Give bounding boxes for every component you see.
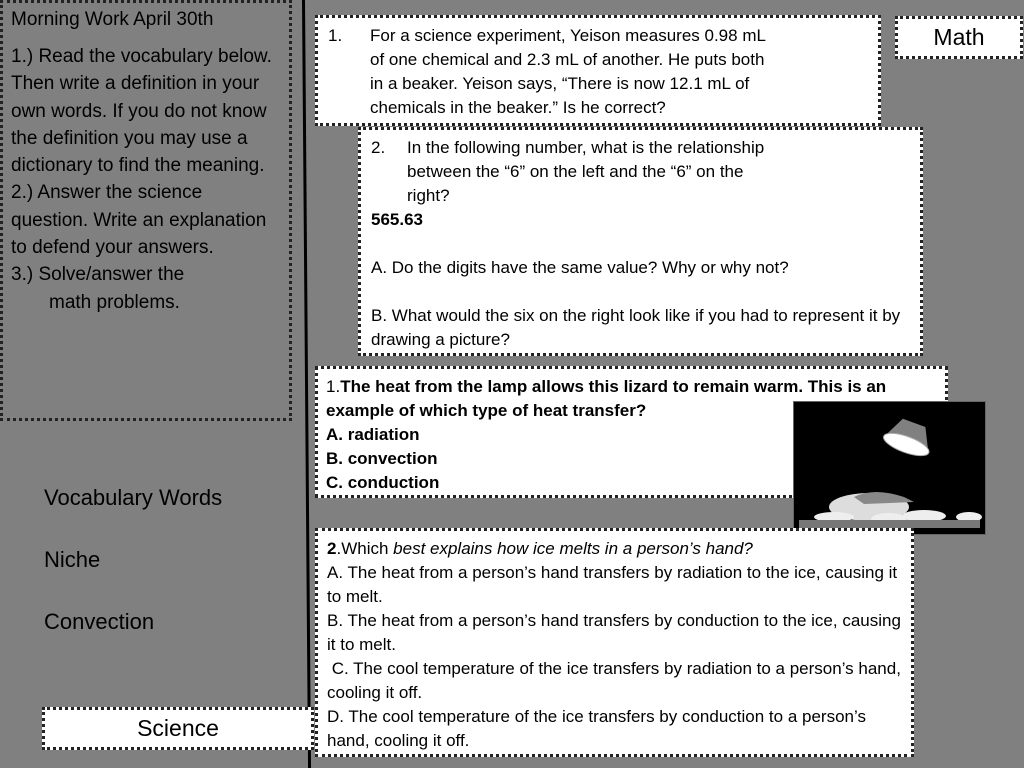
question-prefix: .Which <box>336 539 394 558</box>
question-text: of one chemical and 2.3 mL of another. He puts both <box>370 50 765 69</box>
question-text: In the following number, what is the relationship <box>407 138 765 157</box>
option-c: C. conduction <box>326 473 440 492</box>
math-label: Math <box>895 16 1023 59</box>
question-number: 2 <box>327 539 337 558</box>
question-number: 1. <box>328 26 343 45</box>
vocab-heading: Vocabulary Words <box>44 485 223 510</box>
instructions-title: Morning Work April 30th <box>11 9 214 30</box>
instructions-box <box>0 0 292 421</box>
vocab-word-convection: Convection <box>44 609 155 634</box>
question-text: For a science experiment, Yeison measures 0.98 mL <box>370 26 766 45</box>
part-b: B. What would the six on the right look like if you had to represent it by drawing a picture? <box>371 306 901 349</box>
option-a: A. radiation <box>326 425 420 444</box>
science-label: Science <box>42 707 314 750</box>
option-a: A. The heat from a person’s hand transfers by radiation to the ice, causing it to melt. <box>327 563 898 606</box>
science-question-2 <box>315 528 914 757</box>
part-a: A. Do the digits have the same value? Why or why not? <box>371 258 789 277</box>
option-b: B. The heat from a person’s hand transfers by conduction to the ice, causing it to melt. <box>327 611 901 654</box>
question-number: 2. <box>371 138 386 157</box>
question-text: between the “6” on the left and the “6” on the <box>407 162 744 181</box>
lizard-lamp-image <box>793 401 986 535</box>
math-question-1 <box>315 15 881 126</box>
option-c: C. The cool temperature of the ice transfers by radiation to a person’s hand, cooling it off. <box>327 659 906 702</box>
option-b: B. convection <box>326 449 438 468</box>
question-text: chemicals in the beaker.” Is he correct? <box>370 98 666 117</box>
number-display: 565.63 <box>371 210 423 229</box>
instruction-2: 2.) Answer the science question. Write an explanation to defend your answers. <box>11 182 267 259</box>
question-text: in a beaker. Yeison says, “There is now 12.1 mL of <box>370 74 750 93</box>
question-number: 1. <box>326 377 341 396</box>
instruction-1: 1.) Read the vocabulary below. Then write a definition in your own words. If you do not know the definition you may use a dictionary to find the meaning. <box>11 46 272 177</box>
question-text: best explains how ice melts in a person’s hand? <box>393 539 753 558</box>
option-d: D. The cool temperature of the ice transfers by conduction to a person’s hand, cooling it off. <box>327 707 866 750</box>
instruction-3-cont: math problems. <box>49 291 180 313</box>
math-question-2 <box>358 127 923 356</box>
question-text: right? <box>407 186 450 205</box>
question-text: The heat from the lamp allows this lizard to remain warm. This is an example of which type of heat transfer? <box>326 377 887 420</box>
instruction-3: 3.) Solve/answer the <box>11 264 185 286</box>
divider-line <box>302 0 311 768</box>
vocab-word-niche: Niche <box>44 547 101 572</box>
